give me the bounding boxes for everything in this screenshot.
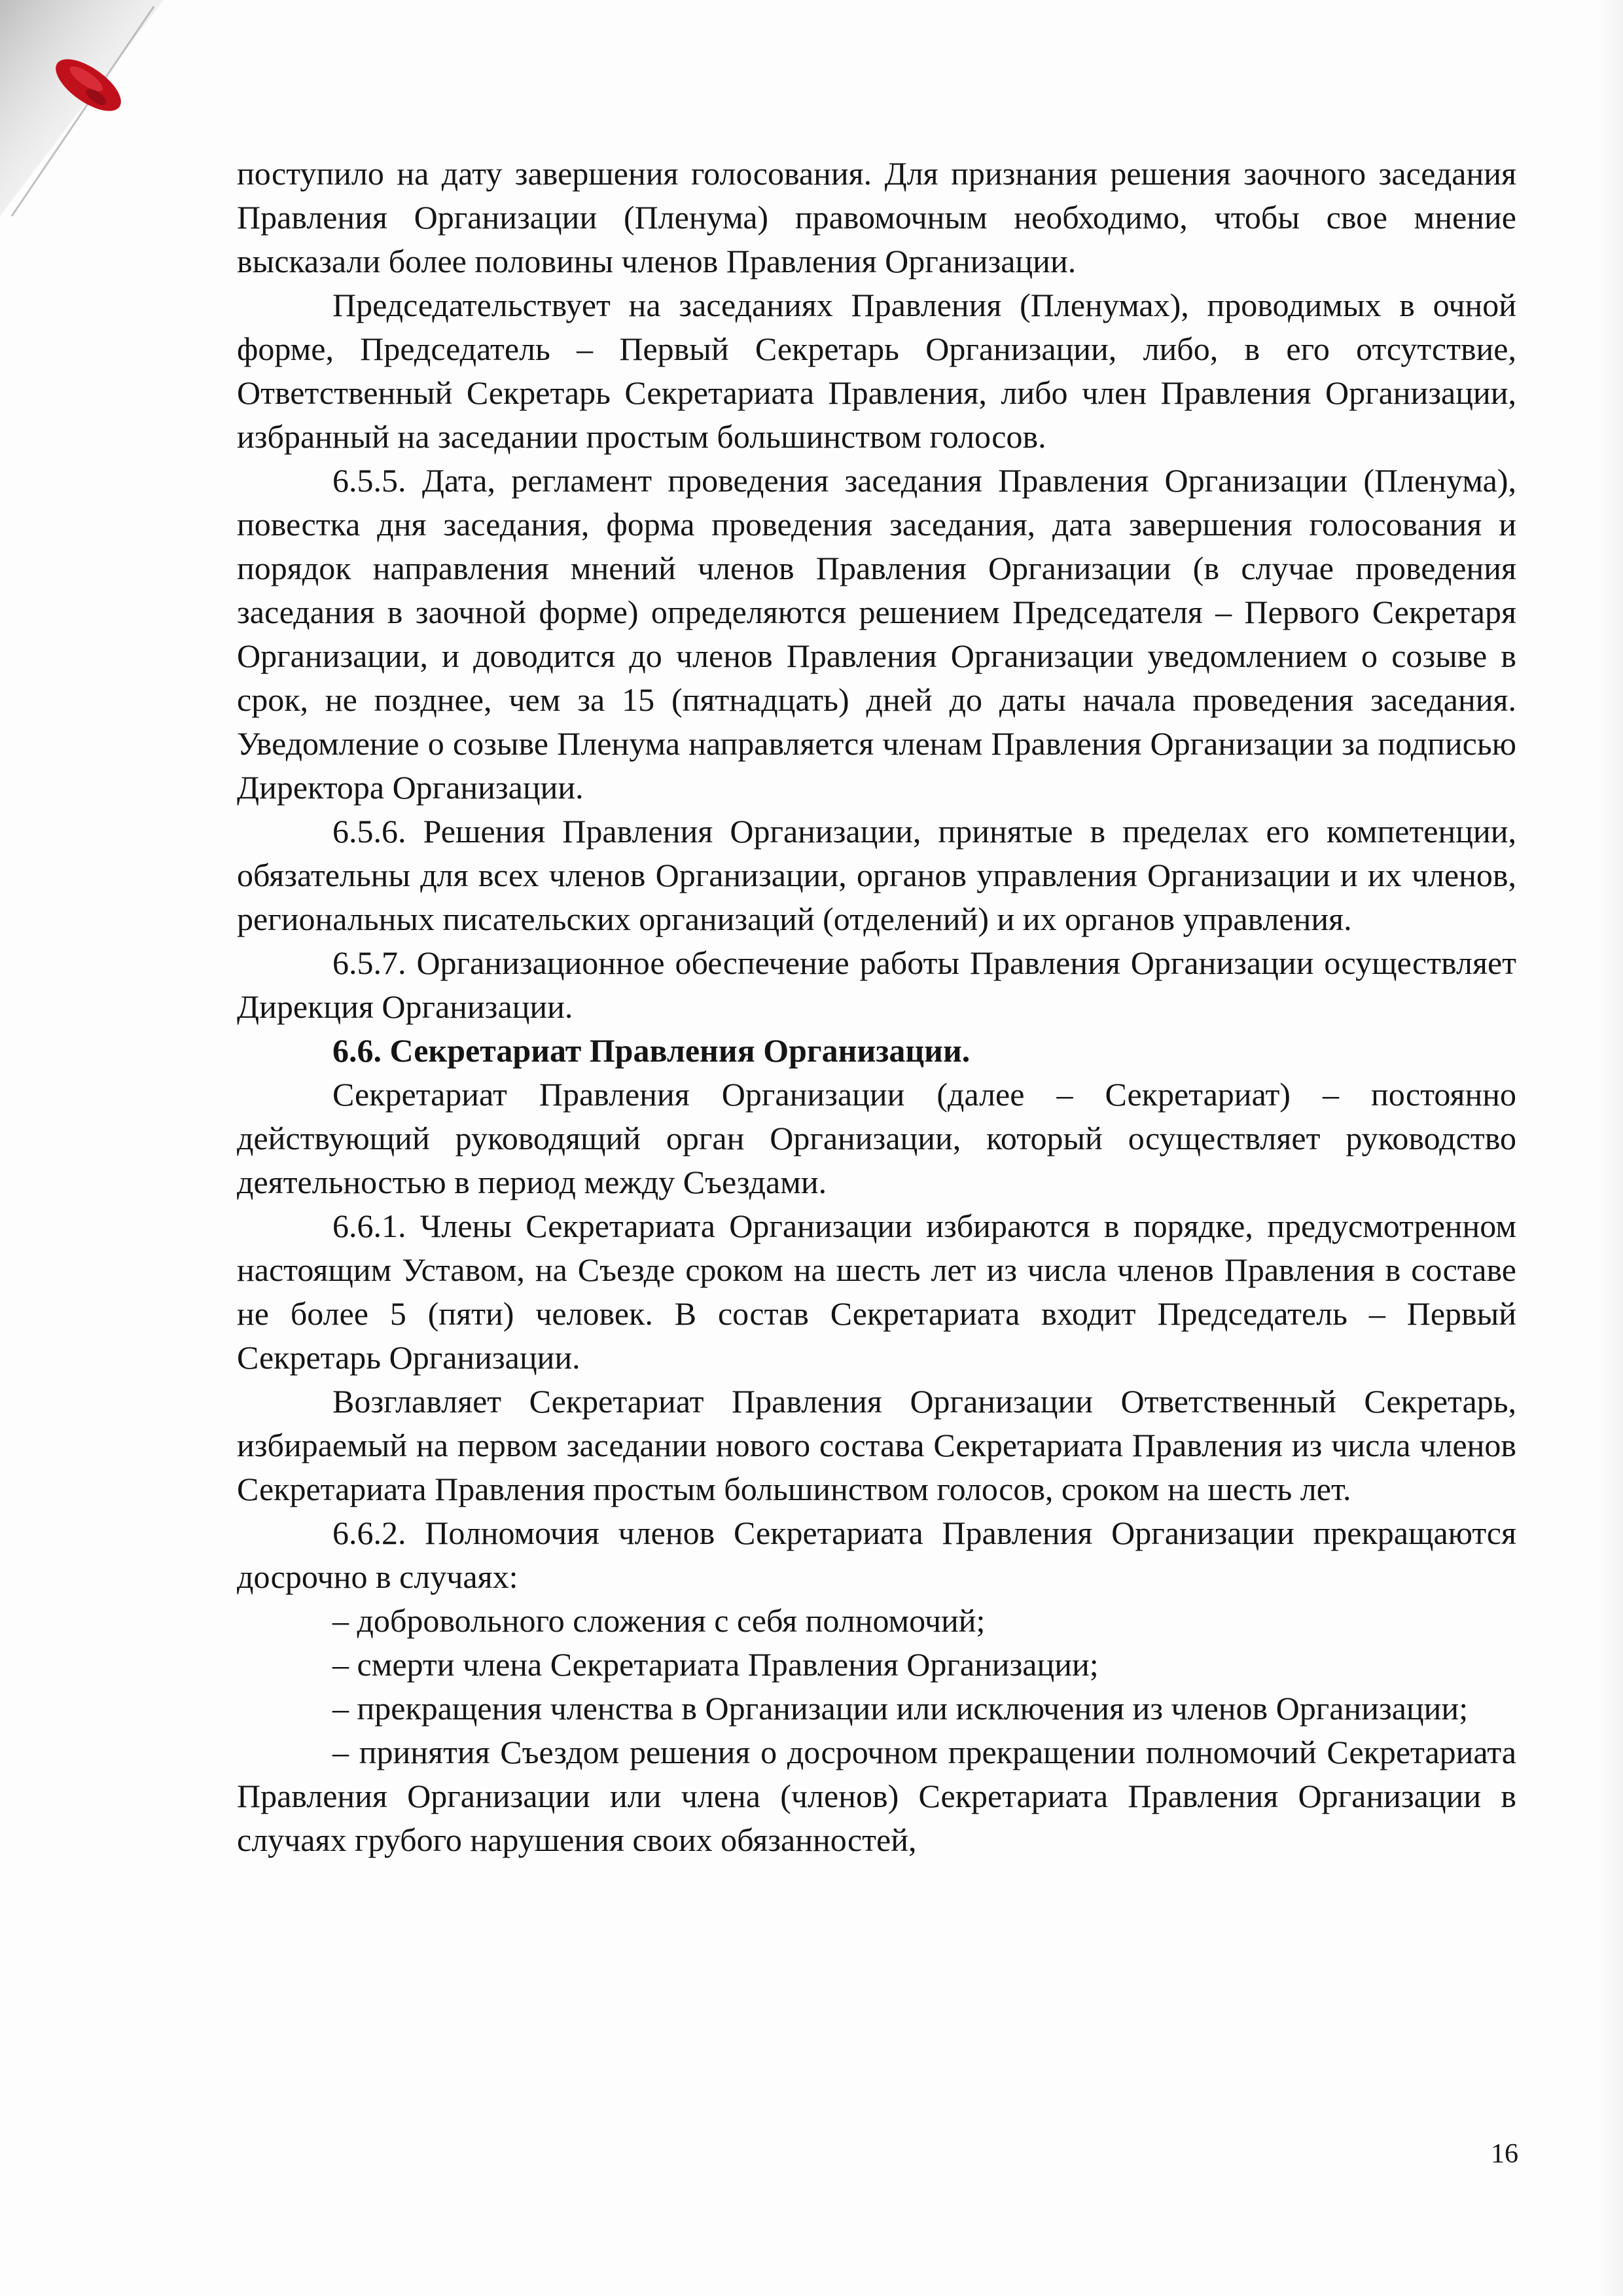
paragraph: 6.5.6. Решения Правления Организации, принятые в пределах его компетенции, обязательны для всех членов Организации, органов управления Организации и их членов, региональных писательских организаций (отделений) и их органов управления.	[237, 813, 1516, 937]
paragraph: 6.5.7. Организационное обеспечение работы Правления Организации осуществляет Дирекция Организации.	[237, 944, 1516, 1025]
red-seal-icon	[48, 49, 130, 120]
list-item: – принятия Съездом решения о досрочном прекращении полномочий Секретариата Правления Организации или члена (членов) Секретариата Правления Организации в случаях грубого нарушения своих обязанностей,	[237, 1734, 1516, 1858]
paragraph: Возглавляет Секретариат Правления Организации Ответственный Секретарь, избираемый на первом заседании нового состава Секретариата Правления из числа членов Секретариата Правления простым большинством голосов, сроком на шесть лет.	[237, 1383, 1516, 1507]
paragraph: Председательствует на заседаниях Правления (Пленумах), проводимых в очной форме, Председатель – Первый Секретарь Организации, либо, в его отсутствие, Ответственный Секретарь Секретариата Правления, либо член Правления Организации, избранный на заседании простым большинством голосов.	[237, 287, 1516, 455]
page-edge-shadow	[1597, 0, 1623, 2296]
paragraph: Секретариат Правления Организации (далее – Секретариат) – постоянно действующий руководящий орган Организации, который осуществляет руководство деятельностью в период между Съездами.	[237, 1076, 1516, 1200]
paragraph: 6.6.2. Полномочия членов Секретариата Правления Организации прекращаются досрочно в случаях:	[237, 1515, 1516, 1595]
paragraph: поступило на дату завершения голосования. Для признания решения заочного заседания Правления Организации (Пленума) правомочным необходимо, чтобы свое мнение высказали более половины членов Правления Организации.	[237, 155, 1516, 279]
document-body	[237, 152, 1516, 1862]
list-item: – добровольного сложения с себя полномочий;	[332, 1602, 986, 1639]
paragraph: 6.5.5. Дата, регламент проведения заседания Правления Организации (Пленума), повестка дня заседания, форма проведения заседания, дата завершения голосования и порядок направления мнений членов Правления Организации (в случае проведения заседания в заочной форме) определяются решением Председателя – Первого Секретаря Организации, и доводится до членов Правления Организации уведомлением о созыве в срок, не позднее, чем за 15 (пятнадцать) дней до даты начала проведения заседания. Уведомление о созыве Пленума направляется членам Правления Организации за подписью Директора Организации.	[237, 462, 1516, 806]
page-number: 16	[1491, 2139, 1518, 2169]
scan-corner-artifact	[0, 0, 196, 249]
paragraph: 6.6.1. Члены Секретариата Организации избираются в порядке, предусмотренном настоящим Уставом, на Съезде сроком на шесть лет из числа членов Правления в составе не более 5 (пяти) человек. В состав Секретариата входит Председатель – Первый Секретарь Организации.	[237, 1208, 1516, 1376]
list-item: – прекращения членства в Организации или исключения из членов Организации;	[332, 1690, 1469, 1727]
list-item: – смерти члена Секретариата Правления Организации;	[332, 1646, 1099, 1683]
section-heading: 6.6. Секретариат Правления Организации.	[332, 1032, 971, 1069]
